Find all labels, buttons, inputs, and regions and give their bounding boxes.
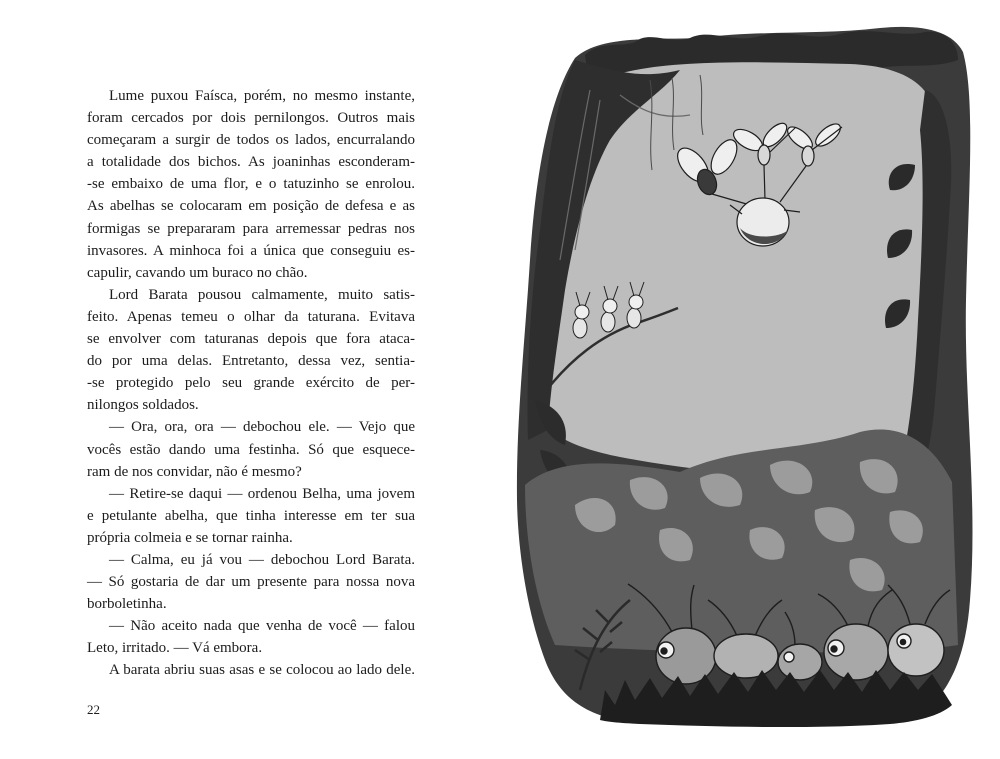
page-number: 22 bbox=[87, 702, 100, 717]
insect-head-2 bbox=[714, 634, 778, 678]
text-line: própria colmeia e se tornar rainha. bbox=[87, 529, 293, 546]
text-line: A barata abriu suas asas e se colocou ao lado dele. bbox=[109, 662, 415, 679]
mosquito-body-2 bbox=[758, 145, 770, 165]
text-line: As abelhas se colocaram em posição de defesa e as bbox=[87, 198, 415, 215]
insect-pupil-1 bbox=[661, 648, 667, 654]
text-line: se envolver com taturanas depois que fora ataca- bbox=[87, 331, 415, 348]
creature-head-1 bbox=[575, 305, 589, 319]
text-line: foram cercados por dois pernilongos. Outros mais bbox=[87, 110, 415, 127]
insect-pupil-5 bbox=[900, 639, 905, 644]
mosquito-body-3 bbox=[802, 146, 814, 166]
text-line: invasores. A minhoca foi a única que conseguiu es- bbox=[87, 242, 415, 259]
creature-head-3 bbox=[629, 295, 643, 309]
text-line: feito. Apenas temeu o olhar da taturana. Evitava bbox=[87, 308, 415, 325]
text-line: — Ora, ora, ora — debochou ele. — Vejo que bbox=[109, 419, 415, 436]
creature-head-2 bbox=[603, 299, 617, 313]
text-line: -se protegido pelo seu grande exército de per- bbox=[87, 375, 415, 392]
text-column bbox=[87, 85, 415, 682]
text-line: vocês estão dando uma festinha. Só que esquece- bbox=[87, 441, 415, 458]
text-line: formigas se prepararam para arremessar pedras nos bbox=[87, 220, 415, 237]
creature-body-1 bbox=[573, 318, 587, 338]
text-line: e petulante abelha, que tinha interesse em ter sua bbox=[87, 507, 415, 524]
text-line: ram de nos convidar, não é mesmo? bbox=[87, 463, 302, 480]
text-line: — Calma, eu já vou — debochou Lord Barata. bbox=[109, 551, 415, 568]
text-line: do por uma delas. Entretanto, dessa vez, sentia- bbox=[87, 353, 415, 370]
insect-pupil-4a bbox=[831, 646, 837, 652]
text-line: — Só gostaria de dar um presente para nossa nova bbox=[87, 574, 415, 591]
text-line: Lume puxou Faísca, porém, no mesmo instante, bbox=[109, 88, 415, 104]
insect-head-5 bbox=[888, 624, 944, 676]
text-line: a totalidade dos bichos. As joaninhas esconderam- bbox=[87, 154, 415, 171]
text-line: começaram a surgir de todos os lados, encurralando bbox=[87, 132, 415, 149]
text-line: -se embaixo de uma flor, e o tatuzinho se enrolou. bbox=[87, 176, 415, 193]
insect-head-3 bbox=[778, 644, 822, 680]
creature-body-3 bbox=[627, 308, 641, 328]
insect-eye-3 bbox=[784, 652, 794, 662]
text-line: Leto, irritado. — Vá embora. bbox=[87, 640, 263, 657]
text-line: — Retire-se daqui — ordenou Belha, uma jovem bbox=[109, 485, 415, 502]
text-line: — Não aceito nada que venha de você — falou bbox=[109, 618, 415, 635]
text-line: borboletinha. bbox=[87, 596, 167, 613]
text-line: capulir, cavando um buraco no chão. bbox=[87, 264, 308, 281]
text-line: nilongos soldados. bbox=[87, 397, 199, 414]
text-line: Lord Barata pousou calmamente, muito satis- bbox=[109, 286, 415, 303]
creature-body-2 bbox=[601, 312, 615, 332]
